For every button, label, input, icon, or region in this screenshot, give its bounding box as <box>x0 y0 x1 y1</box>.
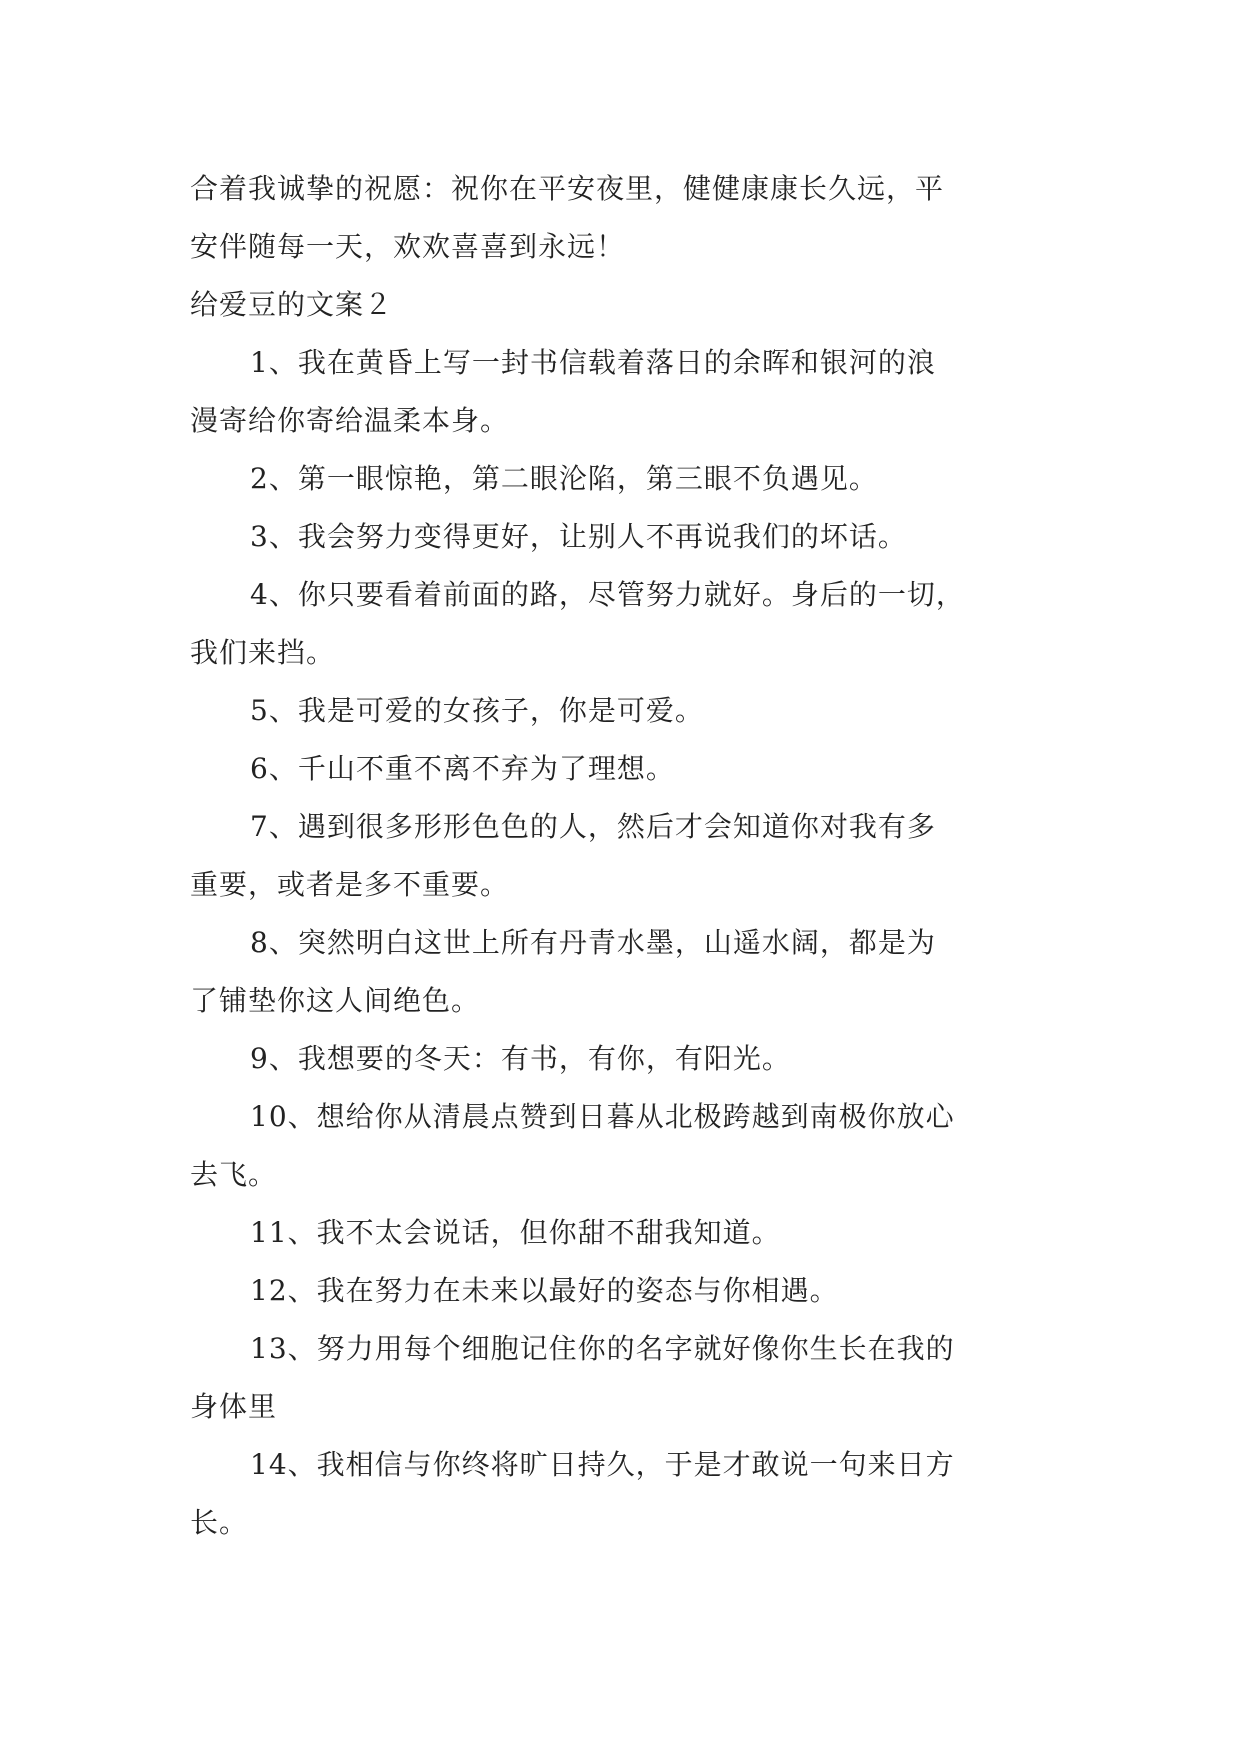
list-item <box>190 1320 1060 1436</box>
list-item-line: 去飞。 <box>190 1158 278 1191</box>
list-item <box>190 508 1060 566</box>
list-item <box>190 914 1060 1030</box>
list-item-line: 3、我会努力变得更好，让别人不再说我们的坏话。 <box>250 520 907 553</box>
list-item <box>190 1262 1060 1320</box>
list-item-line: 我们来挡。 <box>190 636 336 669</box>
list-item <box>190 1436 1060 1552</box>
list-item <box>190 1088 1060 1204</box>
list-item-line: 13、努力用每个细胞记住你的名字就好像你生长在我的 <box>250 1332 955 1365</box>
list-item <box>190 1030 1060 1088</box>
list-item <box>190 566 1060 682</box>
list-item-line: 6、千山不重不离不弃为了理想。 <box>250 752 675 785</box>
list-item-line: 14、我相信与你终将旷日持久，于是才敢说一句来日方 <box>250 1448 955 1481</box>
intro-line: 合着我诚挚的祝愿：祝你在平安夜里，健健康康长久远，平 <box>190 172 945 205</box>
list-item <box>190 334 1060 450</box>
list-item-line: 9、我想要的冬天：有书，有你，有阳光。 <box>250 1042 791 1075</box>
list-item-line: 5、我是可爱的女孩子，你是可爱。 <box>250 694 704 727</box>
list-item <box>190 682 1060 740</box>
list-item-line: 重要，或者是多不重要。 <box>190 868 510 901</box>
list-item-line: 漫寄给你寄给温柔本身。 <box>190 404 510 437</box>
list-item-line: 2、第一眼惊艳，第二眼沦陷，第三眼不负遇见。 <box>250 462 878 495</box>
list-item <box>190 798 1060 914</box>
list-item-line: 12、我在努力在未来以最好的姿态与你相遇。 <box>250 1274 839 1307</box>
list-item-line: 长。 <box>190 1506 249 1539</box>
list-item-line: 了铺垫你这人间绝色。 <box>190 984 481 1017</box>
list-item-line: 身体里 <box>190 1390 278 1423</box>
list-item-line: 11、我不太会说话，但你甜不甜我知道。 <box>250 1216 781 1249</box>
list-item-line: 10、想给你从清晨点赞到日暮从北极跨越到南极你放心 <box>250 1100 955 1133</box>
list-item <box>190 740 1060 798</box>
section-title: 给爱豆的文案２ <box>190 288 394 321</box>
list-item-line: 4、你只要看着前面的路，尽管努力就好。身后的一切， <box>250 578 965 611</box>
list-item-line: 8、突然明白这世上所有丹青水墨，山遥水阔，都是为 <box>250 926 936 959</box>
document-body <box>190 160 1060 1552</box>
intro-paragraph <box>190 160 1060 276</box>
list-item-line: 1、我在黄昏上写一封书信载着落日的余晖和银河的浪 <box>250 346 936 379</box>
intro-line: 安伴随每一天，欢欢喜喜到永远！ <box>190 230 626 263</box>
list-item <box>190 1204 1060 1262</box>
list-item <box>190 450 1060 508</box>
list-item-line: 7、遇到很多形形色色的人，然后才会知道你对我有多 <box>250 810 936 843</box>
